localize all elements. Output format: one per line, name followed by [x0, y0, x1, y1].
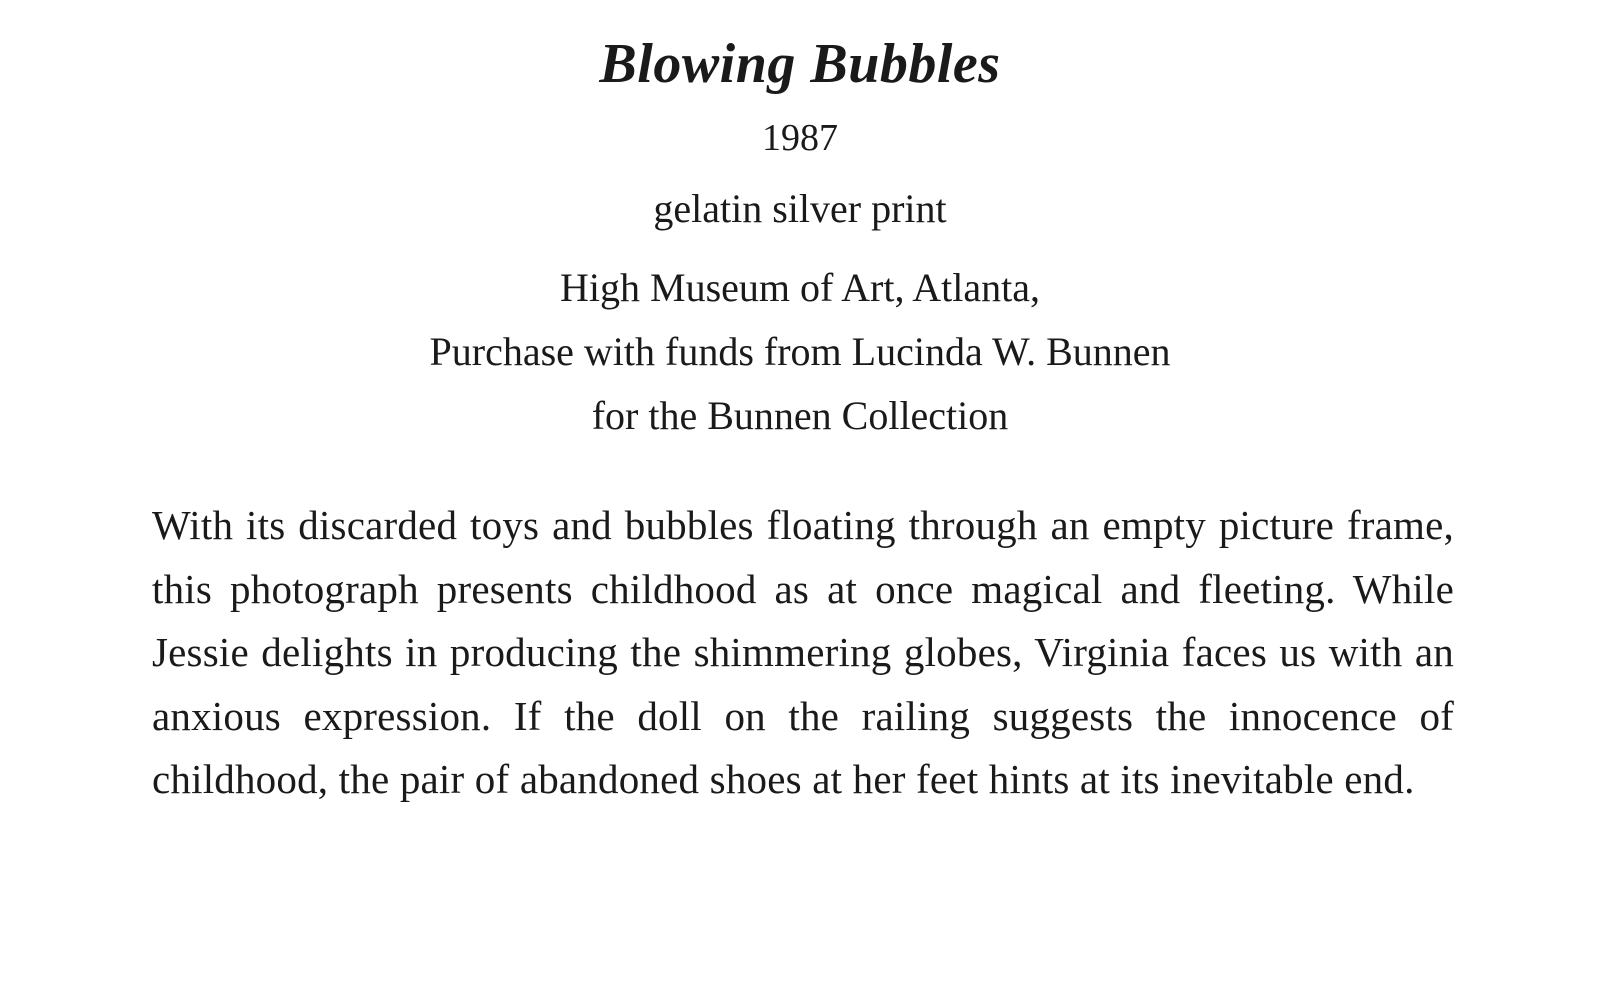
artwork-medium: gelatin silver print — [653, 186, 947, 231]
artwork-year: 1987 — [762, 117, 838, 159]
credit-line-institution: High Museum of Art, Atlanta, — [560, 265, 1040, 310]
artwork-header — [0, 28, 1600, 448]
artwork-credit-line — [0, 256, 1600, 448]
credit-line-collection: for the Bunnen Collection — [591, 393, 1009, 438]
artwork-description: With its discarded toys and bubbles floating through an empty picture frame, this photograph presents childhood as at once magical and fleeting. While Jessie delights in producing the shimmering globes, Virginia faces us with an anxious expression. If the doll on the railing suggests the innocence of childhood, the pair of abandoned shoes at her feet hints at its inevitable end. — [152, 502, 1454, 802]
artwork-title: Blowing Bubbles — [599, 33, 1001, 95]
credit-line-purchase: Purchase with funds from Lucinda W. Bunnen — [429, 329, 1171, 374]
